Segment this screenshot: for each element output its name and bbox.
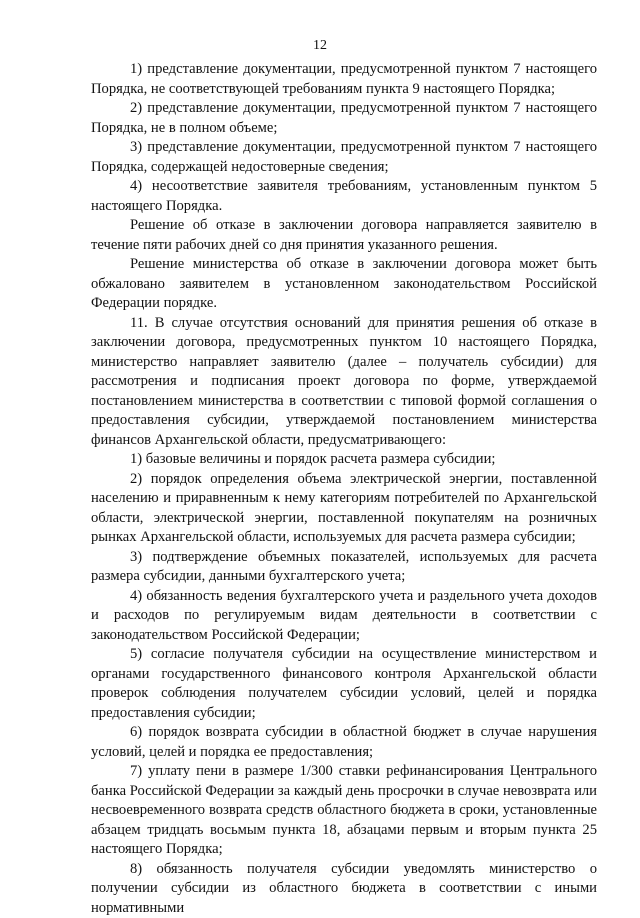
contract-item-8: 8) обязанность получателя субсидии уведомлять министерство о получении субсидии из областного бюджета в соответствии с иными нормативными [91, 860, 597, 918]
contract-item-4: 4) обязанность ведения бухгалтерского учета и раздельного учета доходов и расходов по регулируемым видам деятельности в соответствии с законодательством Российской Федерации; [91, 587, 597, 646]
contract-item-2: 2) порядок определения объема электрической энергии, поставленной населению и приравненным к нему категориям потребителей по Архангельской области, электрической энергии, поставленной покупателям на розничных рынках Архангельской области, используемых для расчета размера субсидии; [91, 470, 597, 548]
list-item-1: 1) представление документации, предусмотренной пунктом 7 настоящего Порядка, не соответствующей требованиям пункта 9 настоящего Порядка; [91, 60, 597, 99]
document-body [91, 60, 597, 918]
contract-item-3: 3) подтверждение объемных показателей, используемых для расчета размера субсидии, данными бухгалтерского учета; [91, 548, 597, 587]
page-number: 12 [0, 38, 640, 54]
paragraph-clause-11: 11. В случае отсутствия оснований для принятия решения об отказе в заключении договора, предусмотренных пунктом 10 настоящего Порядка, министерство направляет заявителю (далее – получатель субсидии) для рассмотрения и подписания проект договора по форме, утверждаемой постановлением министерства в соответствии с типовой формой соглашения о предоставления субсидии, утверждаемой постановлением министерства финансов Архангельской области, предусматривающего: [91, 314, 597, 451]
paragraph-refusal-appeal: Решение министерства об отказе в заключении договора может быть обжаловано заявителем в установленном законодательством Российской Федерации порядке. [91, 255, 597, 314]
list-item-3: 3) представление документации, предусмотренной пунктом 7 настоящего Порядка, содержащей недостоверные сведения; [91, 138, 597, 177]
contract-item-5: 5) согласие получателя субсидии на осуществление министерством и органами государственного финансового контроля Архангельской области проверок соблюдения получателем субсидии условий, целей и порядка предоставления субсидии; [91, 645, 597, 723]
list-item-4: 4) несоответствие заявителя требованиям, установленным пунктом 5 настоящего Порядка. [91, 177, 597, 216]
contract-item-6: 6) порядок возврата субсидии в областной бюджет в случае нарушения условий, целей и порядка ее предоставления; [91, 723, 597, 762]
paragraph-refusal-notice: Решение об отказе в заключении договора направляется заявителю в течение пяти рабочих дней со дня принятия указанного решения. [91, 216, 597, 255]
contract-item-7: 7) уплату пени в размере 1/300 ставки рефинансирования Центрального банка Российской Федерации за каждый день просрочки в случае невозврата или несвоевременного возврата средств областного бюджета в сроки, установленные абзацем тридцать восьмым пункта 18, абзацами первым и вторым пункта 25 настоящего Порядка; [91, 762, 597, 860]
list-item-2: 2) представление документации, предусмотренной пунктом 7 настоящего Порядка, не в полном объеме; [91, 99, 597, 138]
contract-item-1: 1) базовые величины и порядок расчета размера субсидии; [91, 450, 597, 470]
